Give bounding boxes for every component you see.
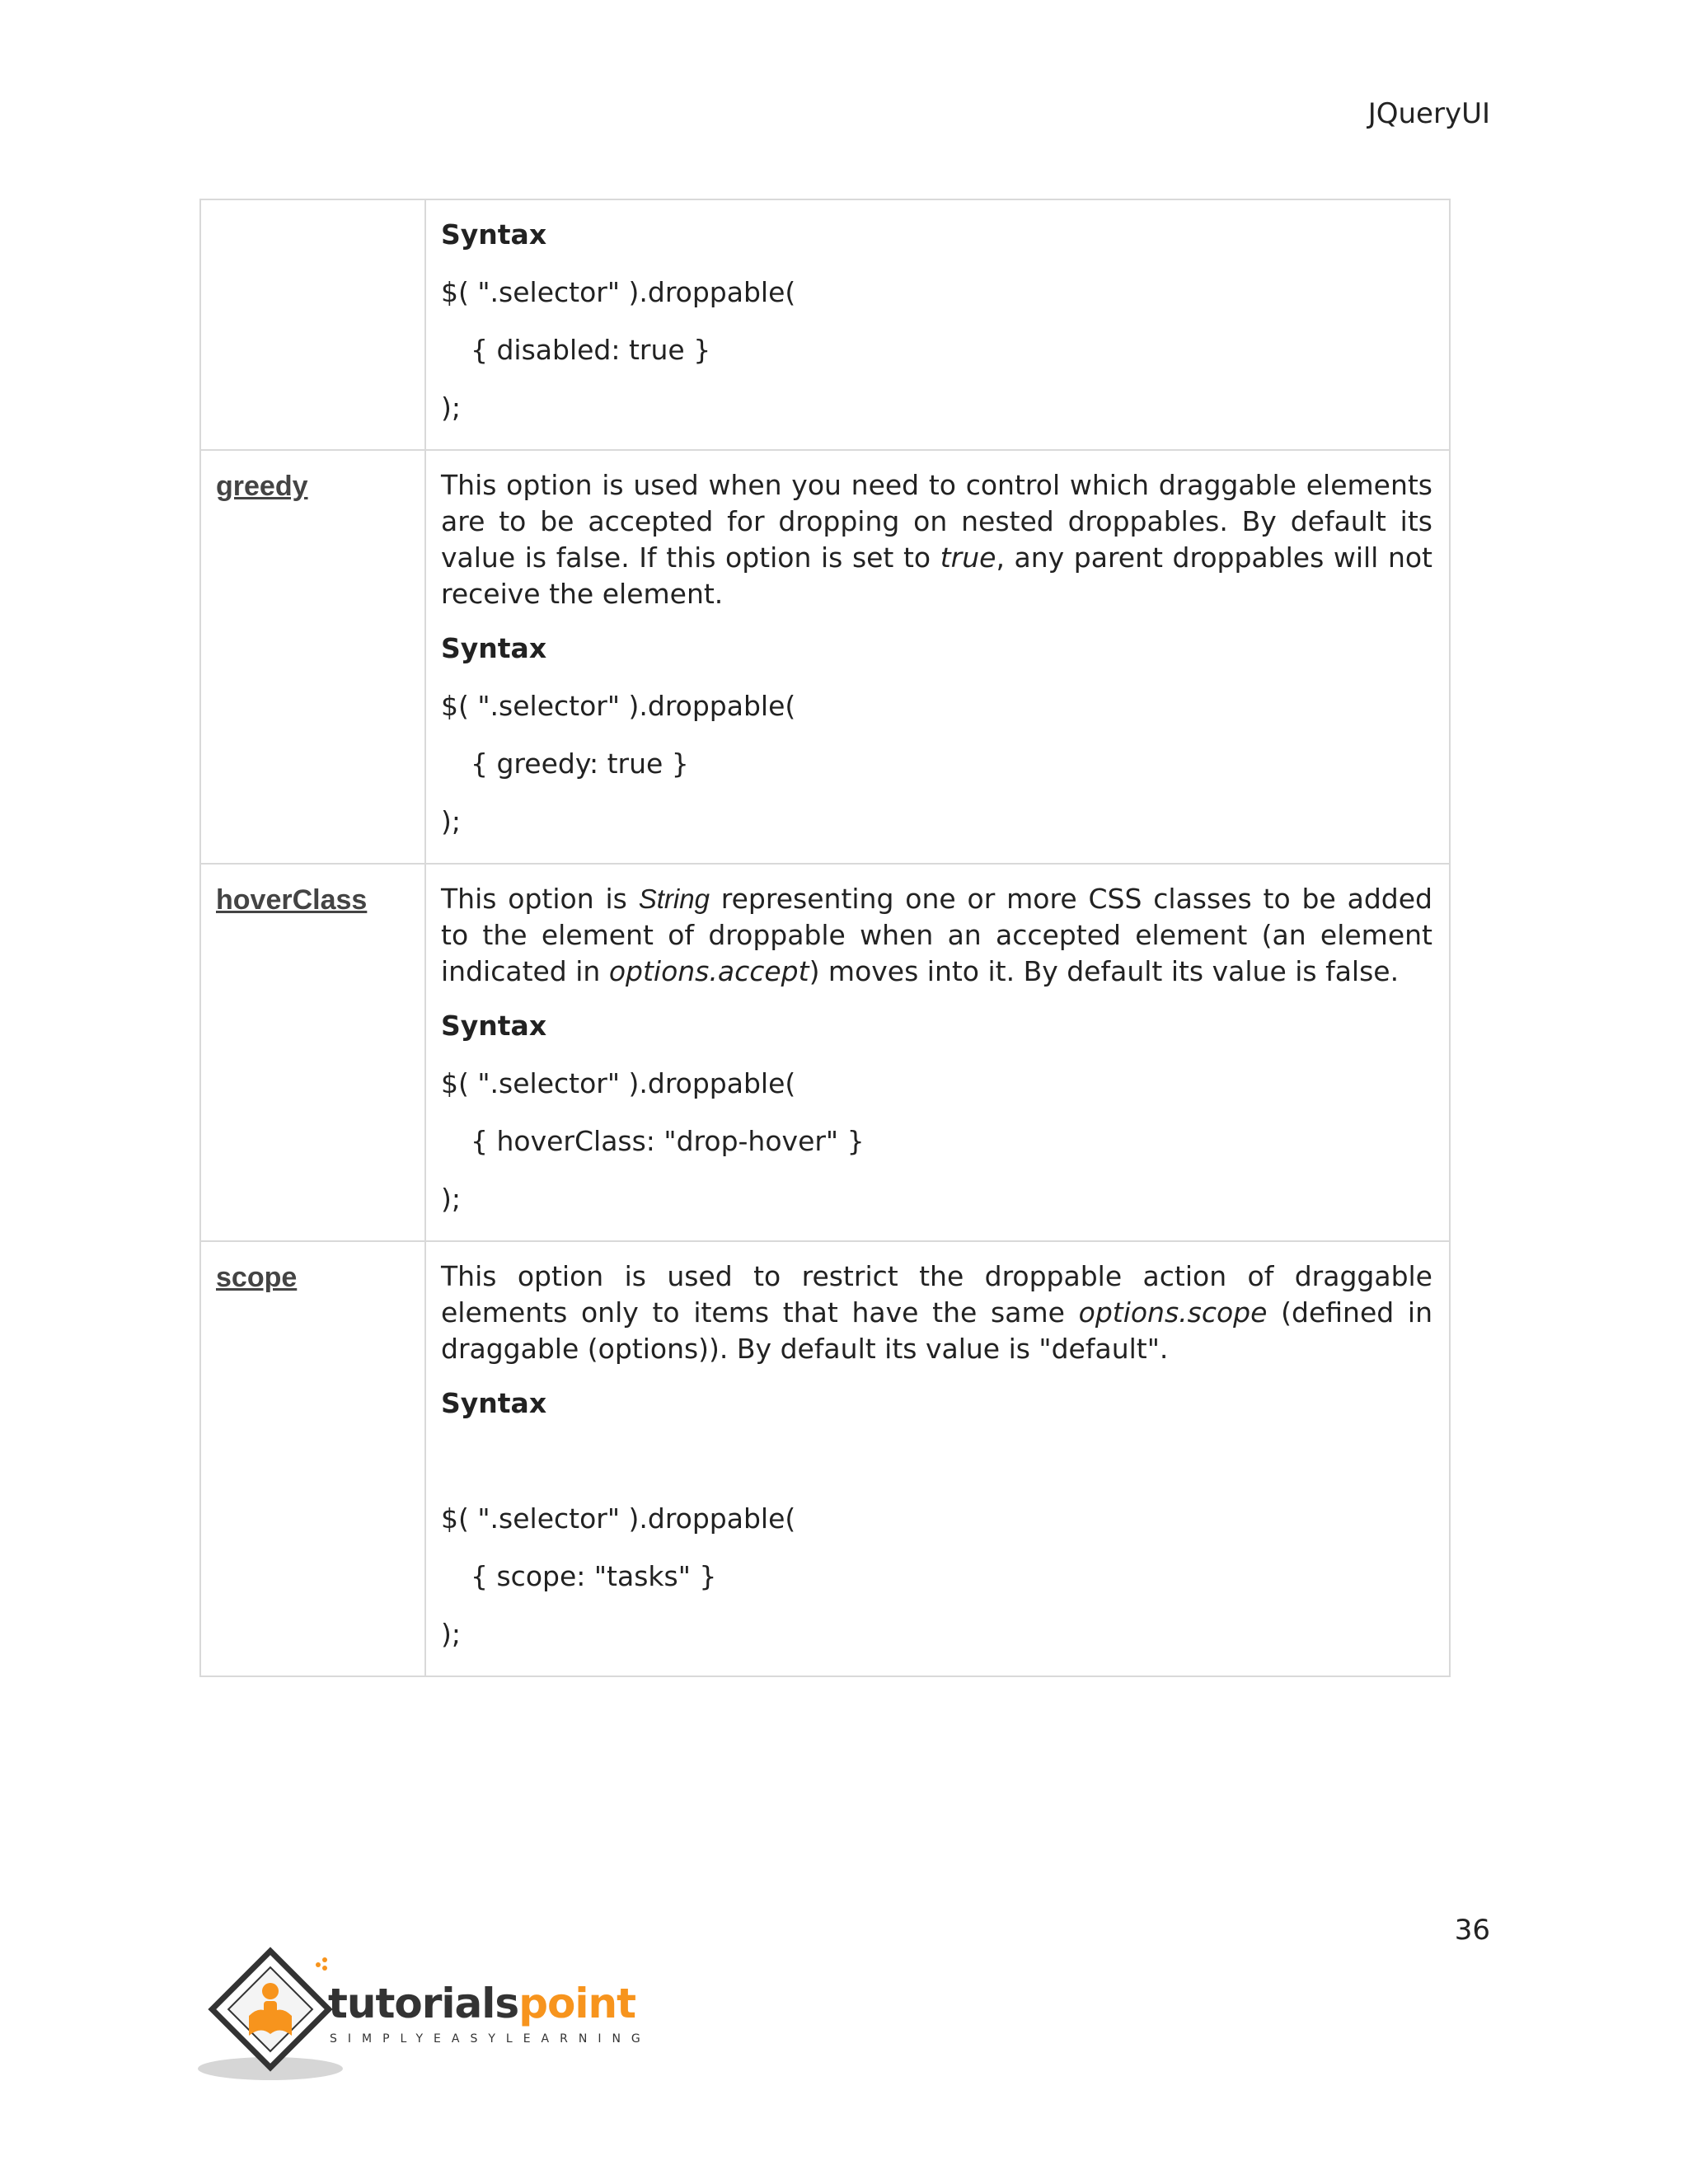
code-line: { disabled: true } bbox=[471, 334, 711, 366]
code-line: $( ".selector" ).droppable( bbox=[441, 276, 796, 308]
option-name-cell bbox=[200, 199, 425, 450]
syntax-label: Syntax bbox=[441, 218, 547, 251]
option-name-cell bbox=[200, 450, 425, 864]
option-description: This option is used to restrict the droppable action of draggable elements only to items that have the same options.scope (defined in draggable (options)). By default its value is "default". bbox=[441, 1260, 1433, 1365]
table-row bbox=[200, 1241, 1450, 1676]
code-line: { scope: "tasks" } bbox=[471, 1560, 717, 1592]
table-row bbox=[200, 864, 1450, 1241]
option-desc-cell bbox=[425, 1241, 1450, 1676]
option-name-cell bbox=[200, 1241, 425, 1676]
table-row bbox=[200, 450, 1450, 864]
option-desc-cell bbox=[425, 199, 1450, 450]
syntax-label: Syntax bbox=[441, 1010, 547, 1042]
code-line: $( ".selector" ).droppable( bbox=[441, 1067, 796, 1099]
logo-tagline: SIMPLYEASYLEARNING bbox=[330, 2032, 651, 2046]
syntax-label: Syntax bbox=[441, 632, 547, 664]
logo-word-dark: tutorials bbox=[328, 1980, 519, 2027]
option-desc-cell bbox=[425, 450, 1450, 864]
code-line: { greedy: true } bbox=[471, 748, 689, 780]
option-name-link[interactable]: scope bbox=[216, 1262, 298, 1293]
code-line: $( ".selector" ).droppable( bbox=[441, 690, 796, 722]
logo-word-accent: point bbox=[518, 1980, 635, 2027]
option-desc-cell bbox=[425, 864, 1450, 1241]
code-line: ); bbox=[441, 1618, 461, 1650]
code-line: ); bbox=[441, 391, 461, 424]
option-name-cell bbox=[200, 864, 425, 1241]
tutorialspoint-logo bbox=[195, 1943, 673, 2092]
options-table bbox=[199, 199, 1451, 1677]
option-name-link[interactable]: hoverClass bbox=[216, 884, 368, 916]
code-line: ); bbox=[441, 805, 461, 837]
option-description: This option is used when you need to control which draggable elements are to be accepted for dropping on nested droppables. By default its value is false. If this option is set to true, any parent droppables will not receive the element. bbox=[441, 469, 1432, 610]
code-line: { hoverClass: "drop-hover" } bbox=[471, 1125, 865, 1157]
blank-line bbox=[441, 1443, 1432, 1501]
logo-wordmark bbox=[328, 1980, 635, 2027]
code-line: ); bbox=[441, 1183, 461, 1215]
page-header-title: JQueryUI bbox=[1367, 97, 1490, 130]
reader-head-icon bbox=[262, 1983, 279, 1999]
syntax-label: Syntax bbox=[441, 1387, 547, 1419]
code-line: $( ".selector" ).droppable( bbox=[441, 1502, 796, 1535]
option-name-link[interactable]: greedy bbox=[216, 471, 308, 502]
option-description: This option is String representing one or more CSS classes to be added to the element of droppable when an accepted element (an element indicated in options.accept) moves into it. By default its value is false. bbox=[441, 883, 1432, 987]
page-number: 36 bbox=[1454, 1914, 1490, 1947]
table-row bbox=[200, 199, 1450, 450]
